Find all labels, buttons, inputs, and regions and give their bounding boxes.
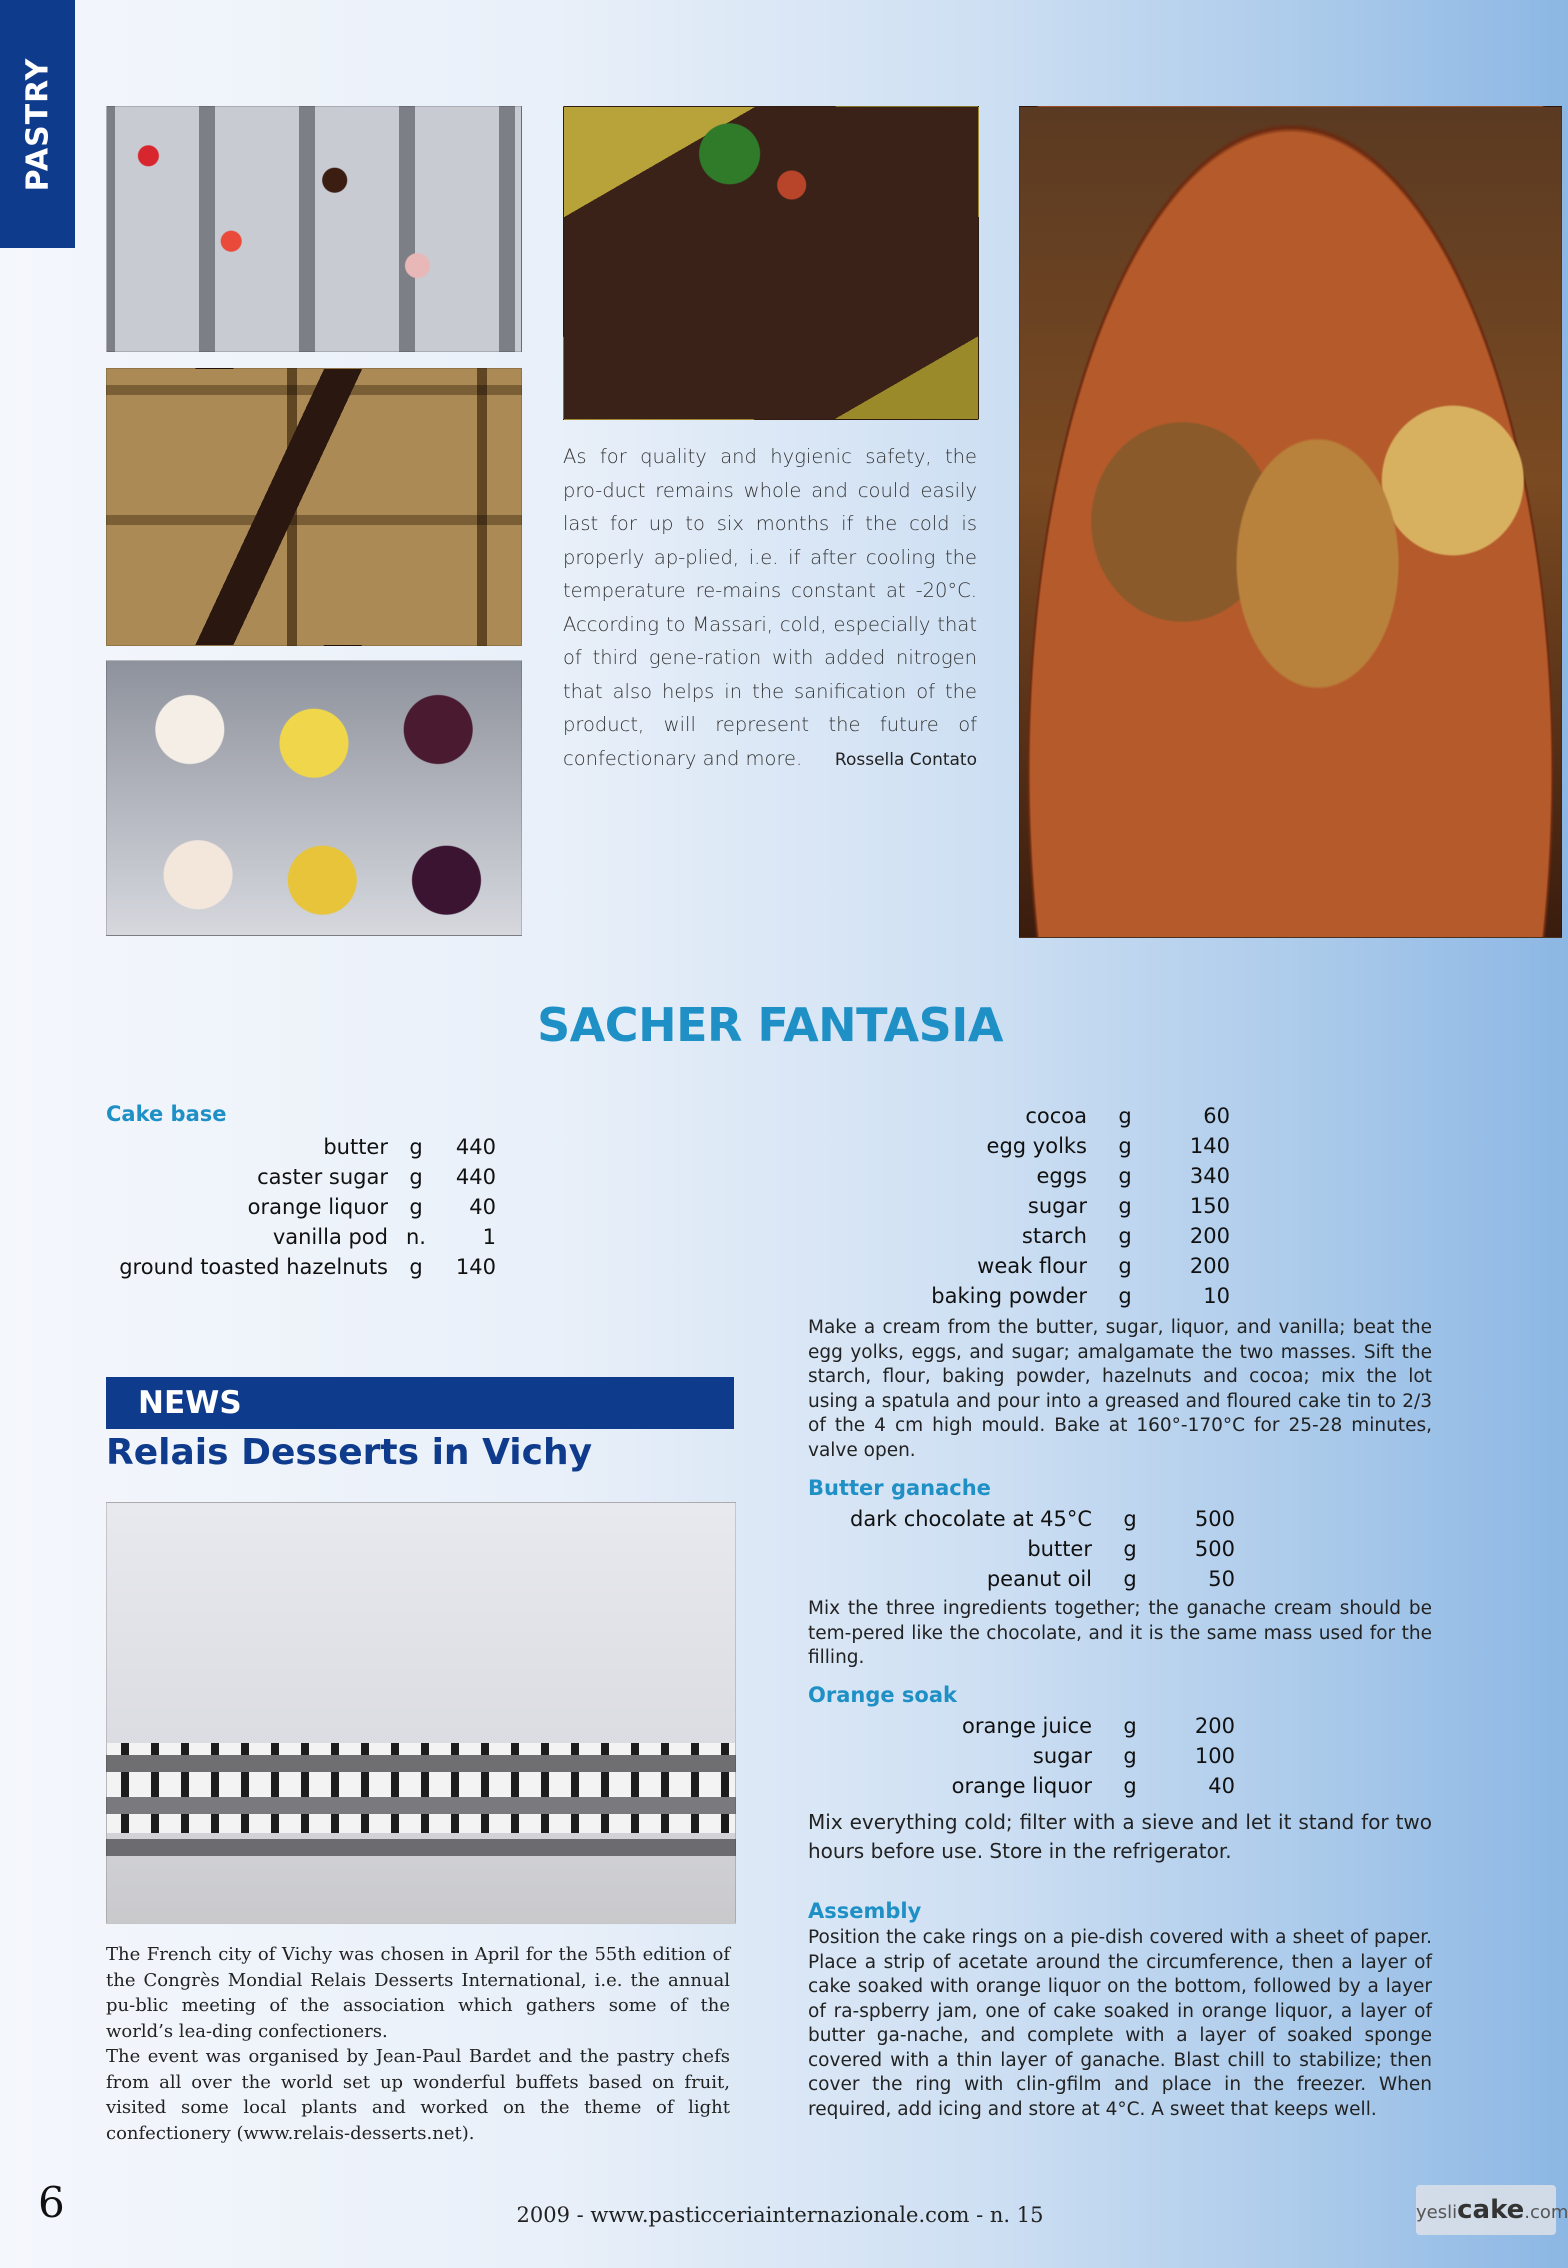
ingredient-qty: 100 <box>1194 1744 1235 1768</box>
ingredient-name: sugar <box>1027 1194 1087 1218</box>
ingredient-name: vanilla pod <box>272 1225 388 1249</box>
ingredient-qty: 10 <box>1203 1284 1230 1308</box>
ingredient-qty: 40 <box>1208 1774 1235 1798</box>
ingredient-name: ground toasted hazelnuts <box>119 1255 388 1279</box>
ingredient-row <box>106 1192 496 1222</box>
news-label: NEWS <box>138 1385 242 1421</box>
ingredient-qty: 1 <box>482 1225 496 1249</box>
ingredient-name: caster sugar <box>257 1165 388 1189</box>
ingredient-row <box>840 1101 1230 1131</box>
ingredient-row <box>106 1162 496 1192</box>
ingredient-unit: g <box>1123 1744 1137 1768</box>
ingredient-qty: 50 <box>1208 1567 1235 1591</box>
ingredient-qty: 150 <box>1189 1194 1230 1218</box>
ingredient-unit: g <box>1118 1164 1132 1188</box>
ingredient-unit: g <box>1123 1714 1137 1738</box>
recipe-title: SACHER FANTASIA <box>537 998 1003 1052</box>
ingredient-unit: g <box>1118 1104 1132 1128</box>
ingredient-row <box>840 1251 1230 1281</box>
ingredient-unit: g <box>409 1255 423 1279</box>
ingredient-qty: 440 <box>455 1165 496 1189</box>
ingredient-qty: 440 <box>455 1135 496 1159</box>
orange-soak-method: Mix everything cold; filter with a sieve and let it stand for two hours before use. Store in the refrigerator. <box>808 1810 1432 1863</box>
news-body <box>106 1942 730 2146</box>
ingredient-row <box>820 1741 1235 1771</box>
ingredient-name: egg yolks <box>986 1134 1087 1158</box>
butter-ganache-heading: Butter ganache <box>808 1476 991 1500</box>
ingredient-qty: 340 <box>1189 1164 1230 1188</box>
cake-base-heading: Cake base <box>106 1102 227 1126</box>
ingredient-row <box>840 1221 1230 1251</box>
watermark-logo <box>1416 2185 1568 2235</box>
ingredient-unit: g <box>1118 1224 1132 1248</box>
ingredient-unit: n. <box>406 1225 426 1249</box>
ingredient-row <box>106 1222 496 1252</box>
ingredient-unit: g <box>1123 1567 1137 1591</box>
ingredient-unit: g <box>1123 1537 1137 1561</box>
watermark-suffix: .com <box>1524 2202 1568 2223</box>
ingredient-unit: g <box>409 1195 423 1219</box>
ingredient-name: orange liquor <box>951 1774 1092 1798</box>
ingredient-name: butter <box>1027 1537 1092 1561</box>
ingredient-qty: 500 <box>1194 1537 1235 1561</box>
orange-soak-heading: Orange soak <box>808 1683 957 1707</box>
ingredient-row <box>820 1564 1235 1594</box>
ingredient-row <box>820 1534 1235 1564</box>
orange-soak-ingredients <box>820 1711 1235 1801</box>
watermark-main: cake <box>1457 2195 1525 2225</box>
ingredient-unit: g <box>409 1165 423 1189</box>
ingredient-unit: g <box>1118 1194 1132 1218</box>
butter-ganache-method: Mix the three ingredients together; the ganache cream should be tem-pered like the chocolate, and it is the same mass used for the filling. <box>808 1598 1432 1668</box>
ingredient-unit: g <box>1118 1134 1132 1158</box>
ingredient-unit: g <box>1118 1284 1132 1308</box>
ingredient-row <box>840 1161 1230 1191</box>
ingredient-name: starch <box>1021 1224 1087 1248</box>
chocolates-photo <box>106 368 522 646</box>
ingredient-row <box>840 1191 1230 1221</box>
intro-paragraph: As for quality and hygienic safety, the pro-duct remains whole and could easily last for up to six months if the cold is properly ap-plied, i.e. if after cooling the temperature re-mains constant at -20°C. According to Massari, cold, especially that of third gene-ration with added nitrogen that also helps in the sanification of the product, will represent the future of confectionary and more. <box>563 445 977 770</box>
ingredient-qty: 140 <box>1189 1134 1230 1158</box>
news-paragraph-2: The event was organised by Jean-Paul Bardet and the pastry chefs from all over the world set up wonderful buffets based on fruit, visited some local plants and worked on the theme of light confectionery (www.relais-desserts.net). <box>106 2046 730 2144</box>
mini-cakes-photo <box>106 660 522 936</box>
watermark-prefix: yesli <box>1416 2202 1458 2223</box>
news-paragraph-1: The French city of Vichy was chosen in April for the 55th edition of the Congrès Mondial Relais Desserts International, i.e. the annual pu-blic meeting of the association which gathers some of the world’s lea-ding confectioners. <box>106 1944 730 2042</box>
ingredient-row <box>840 1131 1230 1161</box>
pastry-tray-photo <box>106 106 522 352</box>
ingredient-name: dark chocolate at 45°C <box>850 1507 1092 1531</box>
ingredient-name: peanut oil <box>986 1567 1092 1591</box>
ingredient-qty: 500 <box>1194 1507 1235 1531</box>
ingredient-qty: 40 <box>469 1195 496 1219</box>
intro-author: Rossella Contato <box>834 750 977 770</box>
ingredient-name: orange liquor <box>247 1195 388 1219</box>
section-tab-label: PASTRY <box>20 57 55 191</box>
page-number: 6 <box>38 2178 65 2227</box>
ingredient-row <box>106 1252 496 1282</box>
ingredient-qty: 200 <box>1194 1714 1235 1738</box>
cake-base-ingredients-left <box>106 1132 496 1282</box>
ingredient-name: cocoa <box>1025 1104 1087 1128</box>
ingredient-name: sugar <box>1032 1744 1092 1768</box>
cake-base-ingredients-right <box>840 1101 1230 1311</box>
ingredient-unit: g <box>1123 1774 1137 1798</box>
group-photo <box>106 1502 736 1924</box>
section-tab <box>0 0 75 248</box>
ingredient-row <box>820 1771 1235 1801</box>
ingredient-unit: g <box>409 1135 423 1159</box>
ingredient-unit: g <box>1118 1254 1132 1278</box>
assembly-method: Position the cake rings on a pie-dish covered with a sheet of paper. Place a strip of acetate around the circumference, then a layer of cake soaked with orange liquor on the bottom, followed by a layer of ra-spberry jam, one of cake soaked in orange liquor, a layer of butter ga-nache, and complete with a layer of soaked sponge covered with a thin layer of ganache. Blast chill to stabilize; then cover the ring with clin-gfilm and place in the freezer. When required, add icing and store at 4°C. A sweet that keeps well. <box>808 1927 1432 2120</box>
cake-base-method: Make a cream from the butter, sugar, liquor, and vanilla; beat the egg yolks, eggs, and sugar; amalgamate the two masses. Sift the starch, flour, baking powder, hazelnuts and cocoa; mix the lot using a spatula and pour into a greased and floured cake tin to 2/3 of the 4 cm high mould. Bake at 160°-170°C for 25-28 minutes, valve open. <box>808 1317 1432 1461</box>
butter-ganache-ingredients <box>820 1504 1235 1594</box>
footer-text: 2009 - www.pasticceriainternazionale.com - n. 15 <box>516 2203 1044 2227</box>
ingredient-name: weak flour <box>977 1254 1087 1278</box>
ingredient-qty: 200 <box>1189 1254 1230 1278</box>
ingredient-qty: 60 <box>1203 1104 1230 1128</box>
ingredient-name: orange juice <box>961 1714 1092 1738</box>
ingredient-row <box>840 1281 1230 1311</box>
ingredient-row <box>820 1711 1235 1741</box>
ingredient-name: baking powder <box>931 1284 1087 1308</box>
ingredient-row <box>820 1504 1235 1534</box>
news-bar <box>106 1377 734 1429</box>
ingredient-unit: g <box>1123 1507 1137 1531</box>
ingredient-qty: 140 <box>455 1255 496 1279</box>
ingredient-row <box>106 1132 496 1162</box>
ingredient-name: eggs <box>1036 1164 1087 1188</box>
ingredient-qty: 200 <box>1189 1224 1230 1248</box>
gift-box-photo <box>563 106 979 420</box>
assembly-heading: Assembly <box>808 1899 922 1923</box>
news-title: Relais Desserts in Vichy <box>106 1432 593 1473</box>
copper-pot-photo <box>1019 106 1562 938</box>
ingredient-name: butter <box>323 1135 388 1159</box>
